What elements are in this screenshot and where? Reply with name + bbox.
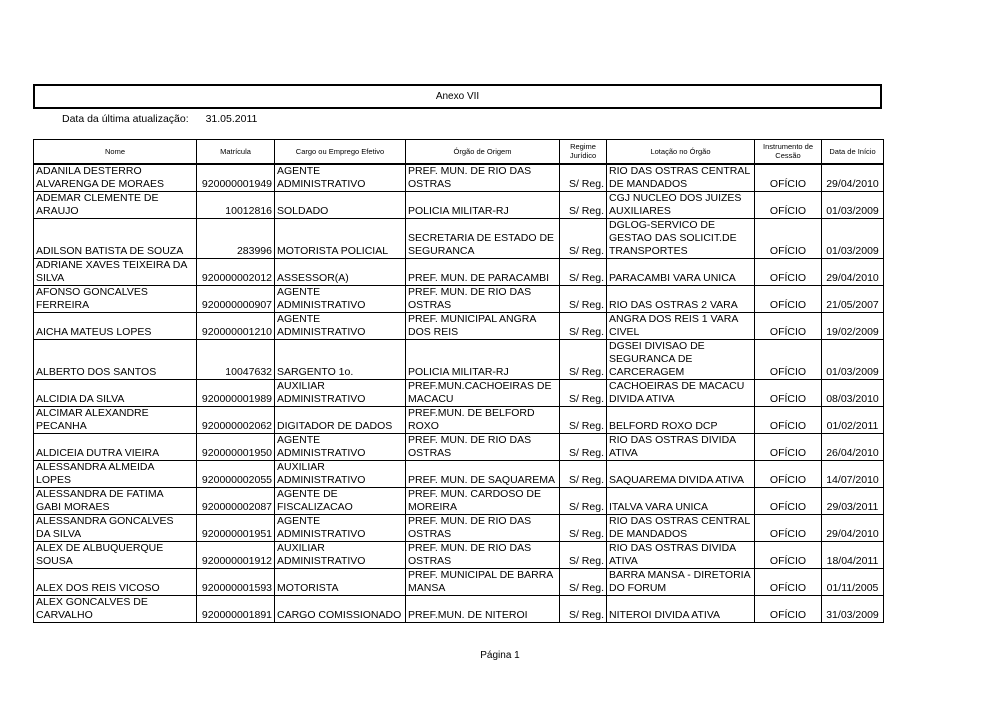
cell-cargo: SOLDADO — [275, 191, 406, 218]
cell-matricula: 10012816 — [197, 191, 275, 218]
cell-data-inicio: 31/03/2009 — [822, 595, 884, 622]
cell-nome: AFONSO GONCALVES FERREIRA — [34, 285, 197, 312]
cell-cargo: AGENTE ADMINISTRATIVO — [275, 514, 406, 541]
cell-instrumento: OFÍCIO — [755, 312, 822, 339]
cell-regime: S/ Reg. — [560, 514, 607, 541]
header-regime: Regime Jurídico — [560, 140, 607, 164]
cell-matricula: 920000002087 — [197, 487, 275, 514]
cell-matricula: 920000001951 — [197, 514, 275, 541]
cell-regime: S/ Reg. — [560, 595, 607, 622]
cell-data-inicio: 26/04/2010 — [822, 433, 884, 460]
last-update-label: Data da última atualização: — [62, 113, 189, 125]
cell-lotacao: ITALVA VARA UNICA — [607, 487, 755, 514]
cell-regime: S/ Reg. — [560, 339, 607, 379]
cell-instrumento: OFÍCIO — [755, 406, 822, 433]
header-matricula: Matrícula — [197, 140, 275, 164]
cell-nome: ALEX DE ALBUQUERQUE SOUSA — [34, 541, 197, 568]
table-row — [34, 406, 884, 433]
cell-data-inicio: 01/03/2009 — [822, 339, 884, 379]
cell-data-inicio: 29/04/2010 — [822, 258, 884, 285]
cell-data-inicio: 01/03/2009 — [822, 191, 884, 218]
table-row — [34, 258, 884, 285]
cell-instrumento: OFÍCIO — [755, 339, 822, 379]
cell-lotacao: DGLOG-SERVICO DE GESTAO DAS SOLICIT.DE TRANSPORTES — [607, 218, 755, 258]
cell-lotacao: RIO DAS OSTRAS CENTRAL DE MANDADOS — [607, 514, 755, 541]
header-orgao-origem: Órgão de Origem — [406, 140, 560, 164]
cell-orgao-origem: PREF. MUN. DE PARACAMBI — [406, 258, 560, 285]
cell-nome: ADILSON BATISTA DE SOUZA — [34, 218, 197, 258]
cell-regime: S/ Reg. — [560, 568, 607, 595]
header-data-inicio: Data de Início — [822, 140, 884, 164]
cell-regime: S/ Reg. — [560, 433, 607, 460]
cell-nome: AICHA MATEUS LOPES — [34, 312, 197, 339]
cell-regime: S/ Reg. — [560, 285, 607, 312]
table-row — [34, 514, 884, 541]
cell-nome: ALBERTO DOS SANTOS — [34, 339, 197, 379]
table-row — [34, 568, 884, 595]
cell-orgao-origem: PREF.MUN. DE NITEROI — [406, 595, 560, 622]
cell-cargo: AGENTE ADMINISTRATIVO — [275, 285, 406, 312]
cell-lotacao: RIO DAS OSTRAS 2 VARA — [607, 285, 755, 312]
cell-regime: S/ Reg. — [560, 541, 607, 568]
table-row — [34, 339, 884, 379]
cell-cargo: AGENTE ADMINISTRATIVO — [275, 164, 406, 192]
cell-nome: ALESSANDRA DE FATIMA GABI MORAES — [34, 487, 197, 514]
cell-instrumento: OFÍCIO — [755, 514, 822, 541]
cell-orgao-origem: PREF. MUN. DE RIO DAS OSTRAS — [406, 164, 560, 192]
cell-instrumento: OFÍCIO — [755, 541, 822, 568]
cell-matricula: 920000001950 — [197, 433, 275, 460]
annex-title: Anexo VII — [33, 84, 882, 109]
table-row — [34, 541, 884, 568]
header-lotacao: Lotação no Órgão — [607, 140, 755, 164]
cell-matricula: 920000000907 — [197, 285, 275, 312]
cell-orgao-origem: POLICIA MILITAR-RJ — [406, 191, 560, 218]
cell-lotacao: RIO DAS OSTRAS DIVIDA ATIVA — [607, 433, 755, 460]
cell-lotacao: RIO DAS OSTRAS CENTRAL DE MANDADOS — [607, 164, 755, 192]
cell-orgao-origem: PREF. MUN. DE RIO DAS OSTRAS — [406, 433, 560, 460]
cell-regime: S/ Reg. — [560, 312, 607, 339]
cell-data-inicio: 01/11/2005 — [822, 568, 884, 595]
cell-cargo: AGENTE DE FISCALIZACAO — [275, 487, 406, 514]
cell-instrumento: OFÍCIO — [755, 595, 822, 622]
cell-orgao-origem: PREF.MUN.CACHOEIRAS DE MACACU — [406, 379, 560, 406]
cell-matricula: 920000001891 — [197, 595, 275, 622]
cell-matricula: 283996 — [197, 218, 275, 258]
table-row — [34, 460, 884, 487]
table-row — [34, 218, 884, 258]
cell-instrumento: OFÍCIO — [755, 164, 822, 192]
table-row — [34, 191, 884, 218]
cell-data-inicio: 19/02/2009 — [822, 312, 884, 339]
cell-orgao-origem: PREF. MUN. DE RIO DAS OSTRAS — [406, 514, 560, 541]
cell-data-inicio: 29/04/2010 — [822, 164, 884, 192]
cell-lotacao: BARRA MANSA - DIRETORIA DO FORUM — [607, 568, 755, 595]
cell-lotacao: PARACAMBI VARA UNICA — [607, 258, 755, 285]
cell-nome: ALEX GONCALVES DE CARVALHO — [34, 595, 197, 622]
cell-lotacao: RIO DAS OSTRAS DIVIDA ATIVA — [607, 541, 755, 568]
cell-instrumento: OFÍCIO — [755, 433, 822, 460]
cell-regime: S/ Reg. — [560, 379, 607, 406]
cell-data-inicio: 21/05/2007 — [822, 285, 884, 312]
cell-regime: S/ Reg. — [560, 191, 607, 218]
cell-orgao-origem: PREF. MUN. DE SAQUAREMA — [406, 460, 560, 487]
cell-matricula: 920000001912 — [197, 541, 275, 568]
cell-orgao-origem: SECRETARIA DE ESTADO DE SEGURANCA — [406, 218, 560, 258]
cell-instrumento: OFÍCIO — [755, 379, 822, 406]
cell-nome: ALDICEIA DUTRA VIEIRA — [34, 433, 197, 460]
table-row — [34, 433, 884, 460]
cell-cargo: AUXILIAR ADMINISTRATIVO — [275, 460, 406, 487]
table-row — [34, 164, 884, 192]
cell-cargo: AUXILIAR ADMINISTRATIVO — [275, 541, 406, 568]
cell-regime: S/ Reg. — [560, 258, 607, 285]
cell-data-inicio: 01/03/2009 — [822, 218, 884, 258]
table-row — [34, 595, 884, 622]
cell-matricula: 920000002062 — [197, 406, 275, 433]
cell-matricula: 920000001989 — [197, 379, 275, 406]
cell-matricula: 10047632 — [197, 339, 275, 379]
table-row — [34, 487, 884, 514]
cell-lotacao: NITEROI DIVIDA ATIVA — [607, 595, 755, 622]
header-cargo: Cargo ou Emprego Efetivo — [275, 140, 406, 164]
cell-orgao-origem: PREF. MUN. DE RIO DAS OSTRAS — [406, 285, 560, 312]
cell-orgao-origem: PREF. MUN. CARDOSO DE MOREIRA — [406, 487, 560, 514]
cell-matricula: 920000002055 — [197, 460, 275, 487]
cell-nome: ALCIDIA DA SILVA — [34, 379, 197, 406]
cell-instrumento: OFÍCIO — [755, 568, 822, 595]
cell-lotacao: CGJ NUCLEO DOS JUIZES AUXILIARES — [607, 191, 755, 218]
cell-instrumento: OFÍCIO — [755, 218, 822, 258]
cell-lotacao: ANGRA DOS REIS 1 VARA CIVEL — [607, 312, 755, 339]
cell-cargo: SARGENTO 1o. — [275, 339, 406, 379]
cell-nome: ADRIANE XAVES TEIXEIRA DA SILVA — [34, 258, 197, 285]
table-row — [34, 312, 884, 339]
cell-instrumento: OFÍCIO — [755, 460, 822, 487]
cell-regime: S/ Reg. — [560, 460, 607, 487]
cell-regime: S/ Reg. — [560, 164, 607, 192]
cell-nome: ALEX DOS REIS VICOSO — [34, 568, 197, 595]
table-row — [34, 285, 884, 312]
cell-cargo: AGENTE ADMINISTRATIVO — [275, 433, 406, 460]
table-row — [34, 379, 884, 406]
cell-nome: ALESSANDRA GONCALVES DA SILVA — [34, 514, 197, 541]
cell-data-inicio: 14/07/2010 — [822, 460, 884, 487]
cell-instrumento: OFÍCIO — [755, 258, 822, 285]
cell-regime: S/ Reg. — [560, 218, 607, 258]
cell-matricula: 920000001949 — [197, 164, 275, 192]
cell-cargo: CARGO COMISSIONADO — [275, 595, 406, 622]
header-instrumento: Instrumento de Cessão — [755, 140, 822, 164]
cell-matricula: 920000001210 — [197, 312, 275, 339]
cell-cargo: AGENTE ADMINISTRATIVO — [275, 312, 406, 339]
cell-data-inicio: 01/02/2011 — [822, 406, 884, 433]
last-update-date: 31.05.2011 — [205, 113, 258, 125]
cell-data-inicio: 29/03/2011 — [822, 487, 884, 514]
page-number: Página 1 — [480, 650, 520, 661]
cell-orgao-origem: PREF. MUN. DE RIO DAS OSTRAS — [406, 541, 560, 568]
cell-data-inicio: 29/04/2010 — [822, 514, 884, 541]
cell-orgao-origem: PREF. MUNICIPAL ANGRA DOS REIS — [406, 312, 560, 339]
cell-instrumento: OFÍCIO — [755, 191, 822, 218]
cell-orgao-origem: POLICIA MILITAR-RJ — [406, 339, 560, 379]
cell-nome: ALCIMAR ALEXANDRE PECANHA — [34, 406, 197, 433]
cell-cargo: MOTORISTA POLICIAL — [275, 218, 406, 258]
cell-lotacao: CACHOEIRAS DE MACACU DIVIDA ATIVA — [607, 379, 755, 406]
cell-data-inicio: 08/03/2010 — [822, 379, 884, 406]
cell-regime: S/ Reg. — [560, 487, 607, 514]
cell-cargo: DIGITADOR DE DADOS — [275, 406, 406, 433]
cell-lotacao: BELFORD ROXO DCP — [607, 406, 755, 433]
cell-nome: ALESSANDRA ALMEIDA LOPES — [34, 460, 197, 487]
cell-orgao-origem: PREF.MUN. DE BELFORD ROXO — [406, 406, 560, 433]
personnel-table — [33, 139, 884, 623]
cell-matricula: 920000001593 — [197, 568, 275, 595]
cell-data-inicio: 18/04/2011 — [822, 541, 884, 568]
cell-instrumento: OFÍCIO — [755, 285, 822, 312]
last-update — [62, 113, 257, 125]
cell-cargo: ASSESSOR(A) — [275, 258, 406, 285]
table-header-row — [34, 140, 884, 164]
cell-regime: S/ Reg. — [560, 406, 607, 433]
cell-nome: ADEMAR CLEMENTE DE ARAUJO — [34, 191, 197, 218]
header-nome: Nome — [34, 140, 197, 164]
cell-cargo: MOTORISTA — [275, 568, 406, 595]
cell-lotacao: SAQUAREMA DIVIDA ATIVA — [607, 460, 755, 487]
cell-nome: ADANILA DESTERRO ALVARENGA DE MORAES — [34, 164, 197, 192]
cell-orgao-origem: PREF. MUNICIPAL DE BARRA MANSA — [406, 568, 560, 595]
cell-matricula: 920000002012 — [197, 258, 275, 285]
cell-instrumento: OFÍCIO — [755, 487, 822, 514]
cell-cargo: AUXILIAR ADMINISTRATIVO — [275, 379, 406, 406]
cell-lotacao: DGSEI DIVISAO DE SEGURANCA DE CARCERAGEM — [607, 339, 755, 379]
